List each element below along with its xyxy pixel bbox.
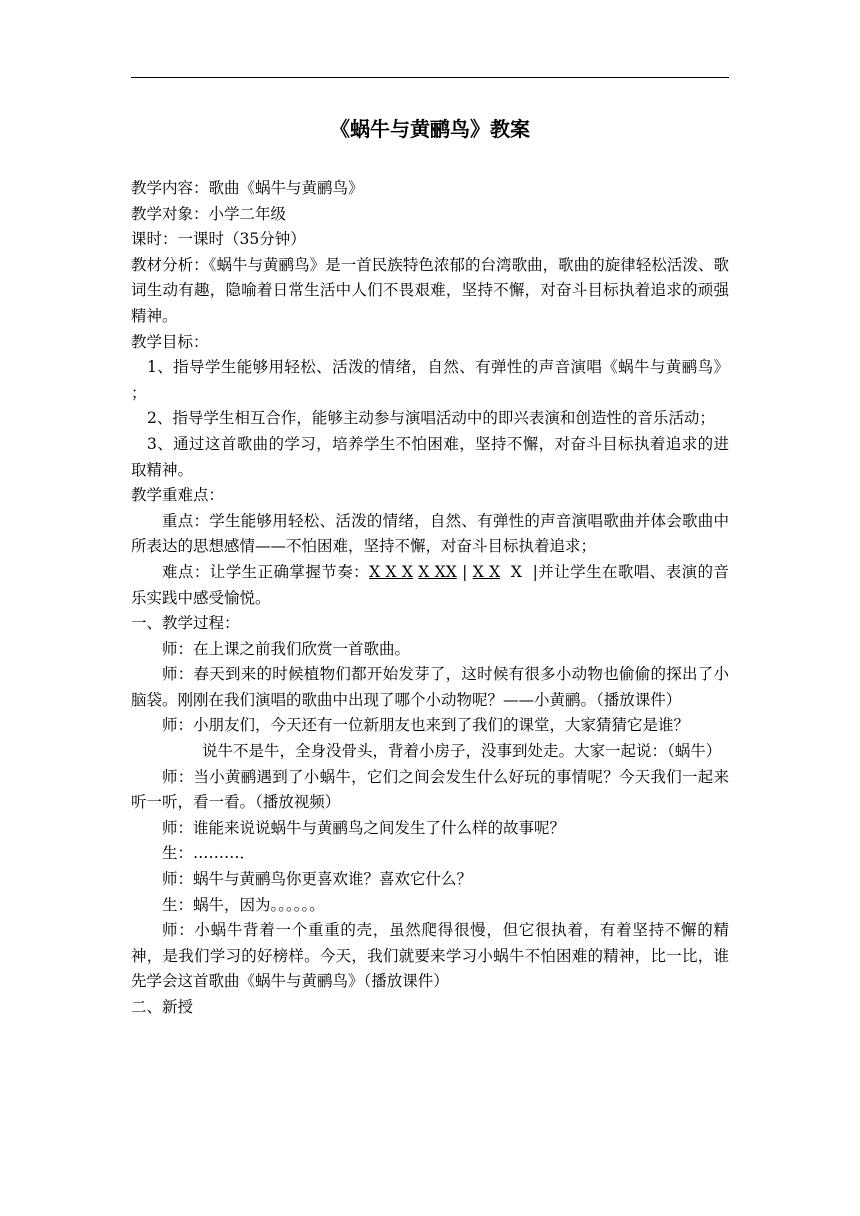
paragraph: 师：当小黄鹂遇到了小蜗牛，它们之间会发生什么好玩的事情呢？今天我们一起来听一听，看一看。（播放视频） <box>131 767 729 812</box>
paragraph: 师：蜗牛与黄鹂鸟你更喜欢谁？喜欢它什么？ <box>162 870 473 889</box>
barline: | <box>532 562 538 581</box>
document-body <box>131 176 729 1021</box>
section-heading: 一、教学过程： <box>131 614 240 633</box>
rhythm-group: X X <box>472 562 501 581</box>
paragraph: 师：在上课之前我们欣赏一首歌曲。 <box>162 639 411 658</box>
document-title: 《蜗牛与黄鹂鸟》教案 <box>330 117 530 141</box>
paragraph: 课时：一课时（35分钟） <box>131 230 306 249</box>
paragraph: 3、通过这首歌曲的学习，培养学生不怕困难，坚持不懈，对奋斗目标执着追求的进取精神。 <box>131 434 729 479</box>
paragraph: 生：………． <box>162 844 256 863</box>
difficulty-prefix: 难点：让学生正确掌握节奏： <box>162 562 370 581</box>
paragraph: 教材分析：《蜗牛与黄鹂鸟》是一首民族特色浓郁的台湾歌曲，歌曲的旋律轻松活泼、歌词生动有趣，隐喻着日常生活中人们不畏艰难，坚持不懈，对奋斗目标执着追求的顽强精神。 <box>131 255 729 325</box>
paragraph: 教学内容：歌曲《蜗牛与黄鹂鸟》 <box>131 179 364 197</box>
paragraph: 师：小朋友们，今天还有一位新朋友也来到了我们的课堂，大家猜猜它是谁？ <box>162 716 690 735</box>
header-rule <box>131 77 729 78</box>
paragraph: 师：小蜗牛背着一个重重的壳，虽然爬得很慢，但它很执着，有着坚持不懈的精神，是我们学习的好榜样。今天，我们就要来学习小蜗牛不怕困难的精神，比一比，谁先学会这首歌曲《蜗牛与黄鹂鸟》（播放课件） <box>131 921 729 991</box>
paragraph: 说牛不是牛，全身没骨头，背着小房子，没事到处走。大家一起说：（蜗牛） <box>202 742 722 761</box>
rhythm-note: X <box>500 562 533 581</box>
paragraph: 教学对象：小学二年级 <box>131 204 287 223</box>
paragraph: 重点：学生能够用轻松、活泼的情绪，自然、有弹性的声音演唱歌曲并体会歌曲中所表达的思想感情——不怕困难，坚持不懈，对奋斗目标执着追求； <box>131 511 729 556</box>
paragraph: 1、指导学生能够用轻松、活泼的情绪，自然、有弹性的声音演唱《蜗牛与黄鹂鸟》 ； <box>131 358 729 402</box>
paragraph: 教学重难点： <box>131 486 225 505</box>
rhythm-group: X X X <box>369 562 413 581</box>
paragraph: 师：春天到来的时候植物们都开始发芽了，这时候有很多小动物也偷偷的探出了小脑袋。刚刚在我们演唱的歌曲中出现了哪个小动物呢？——小黄鹂。（播放课件） <box>131 665 729 709</box>
difficulty-paragraph <box>131 560 729 611</box>
paragraph: 教学目标： <box>131 332 209 351</box>
barline: | <box>456 562 473 581</box>
paragraph: 2、指导学生相互合作，能够主动参与演唱活动中的即兴表演和创造性的音乐活动； <box>147 409 715 428</box>
difficulty-suffix: 并让学生在歌唱、表演的音乐实践中感受愉悦。 <box>131 562 729 607</box>
paragraph: 生：蜗牛，因为。。。。。。 <box>162 895 325 914</box>
paragraph: 师：谁能来说说蜗牛与黄鹂鸟之间发生了什么样的故事呢？ <box>162 818 566 837</box>
section-heading: 二、新授 <box>131 998 194 1016</box>
rhythm-group: X XX <box>418 562 457 581</box>
rhythm-notation <box>369 563 538 581</box>
